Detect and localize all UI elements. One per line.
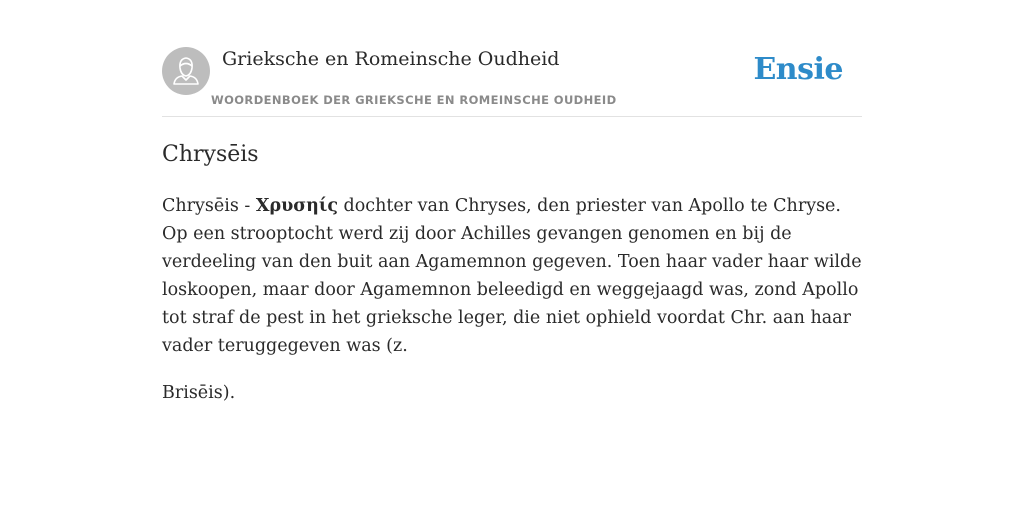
- entry-definition: [162, 192, 862, 360]
- entry-headword: Chrysēis: [162, 196, 239, 216]
- avatar[interactable]: [162, 47, 210, 95]
- user-icon: [162, 47, 210, 95]
- brand-logo[interactable]: Ensie: [753, 52, 843, 87]
- entry-title: Chrysēis: [162, 142, 259, 167]
- site-subtitle: WOORDENBOEK DER GRIEKSCHE EN ROMEINSCHE OUDHEID: [211, 93, 617, 107]
- entry-continuation: Brisēis).: [162, 383, 236, 403]
- entry-definition-text: dochter van Chryses, den priester van Apollo te Chryse. Op een strooptocht werd zij door Achilles gevangen genomen en bij de verdeeling van den buit aan Agamemnon gegeven. Toen haar vader haar wilde loskoopen, maar door Agamemnon beleedigd en weggejaagd was, zond Apollo tot straf de pest in het grieksche leger, die niet ophield voordat Chr. aan haar vader teruggegeven was (z.: [162, 196, 862, 356]
- site-title[interactable]: Grieksche en Romeinsche Oudheid: [222, 48, 560, 70]
- header: [162, 46, 862, 117]
- entry-separator: -: [238, 196, 256, 216]
- entry-greek-term: Χρυσηίς: [255, 196, 338, 216]
